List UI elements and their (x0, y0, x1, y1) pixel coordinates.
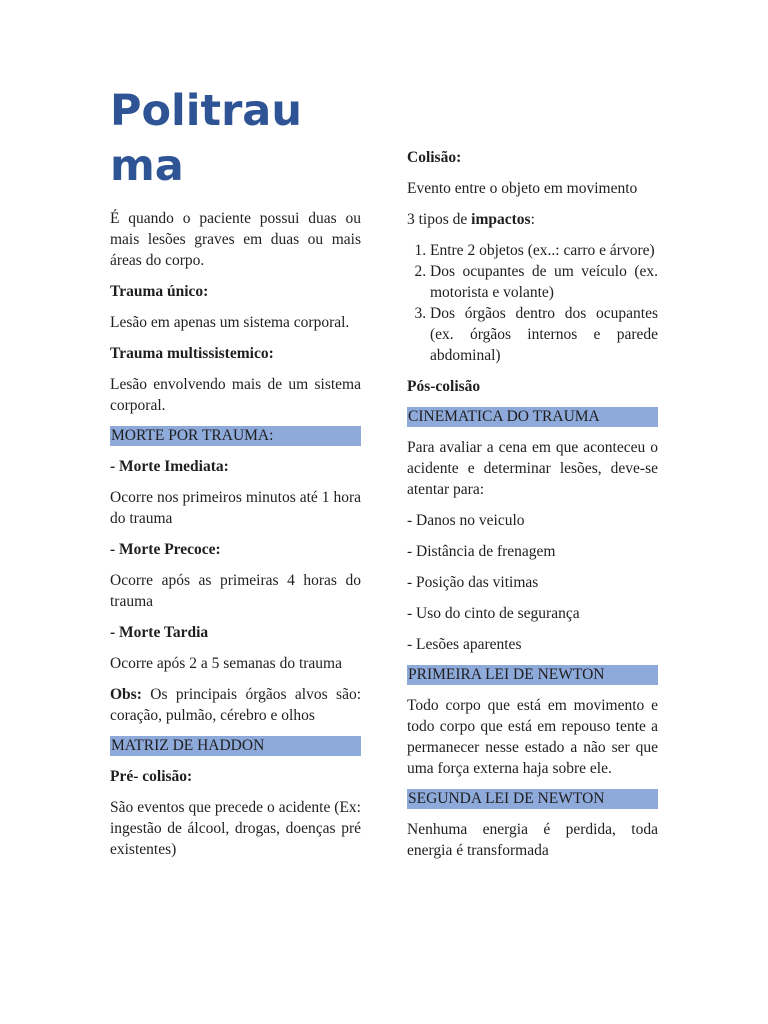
trauma-unico-heading: Trauma único: (110, 283, 209, 300)
morte-precoce-text: Ocorre após as primeiras 4 horas do trauma (110, 572, 361, 610)
tipos-prefix: 3 tipos de (407, 211, 472, 228)
impactos-list (407, 240, 658, 366)
cinematica-text: Para avaliar a cena em que aconteceu o acidente e determinar lesões, deve-se atentar para: (407, 439, 658, 498)
morte-imediata-heading: - Morte Imediata: (110, 458, 229, 475)
list-item: - Uso do cinto de segurança (407, 605, 580, 622)
colisao-text: Evento entre o objeto em movimento (407, 180, 638, 197)
trauma-multi-text: Lesão envolvendo mais de um sistema corporal. (110, 376, 361, 414)
morte-tardia-text: Ocorre após 2 a 5 semanas do trauma (110, 655, 342, 672)
morte-precoce-heading: - Morte Precoce: (110, 541, 221, 558)
morte-tardia-heading: - Morte Tardia (110, 624, 209, 641)
obs-label: Obs: (110, 686, 142, 703)
matriz-haddon-band: MATRIZ DE HADDON (110, 736, 361, 756)
pre-colisao-text: São eventos que precede o acidente (Ex: ingestão de álcool, drogas, doenças pré existentes) (110, 799, 361, 858)
pos-colisao-heading: Pós-colisão (407, 378, 481, 395)
morte-imediata-text: Ocorre nos primeiros minutos até 1 hora do trauma (110, 489, 361, 527)
morte-por-trauma-band: MORTE POR TRAUMA: (110, 426, 361, 446)
tipos-bold: impactos (471, 211, 531, 228)
page-title: Politrauma (110, 86, 302, 191)
obs-text: Os principais órgãos alvos são: coração, pulmão, cérebro e olhos (110, 686, 361, 724)
left-column (110, 84, 361, 870)
primeira-lei-band: PRIMEIRA LEI DE NEWTON (407, 665, 658, 685)
trauma-unico-text: Lesão em apenas um sistema corporal. (110, 314, 350, 331)
list-item: - Lesões aparentes (407, 636, 522, 653)
segunda-lei-band: SEGUNDA LEI DE NEWTON (407, 789, 658, 809)
list-item: 2. Dos ocupantes de um veículo (ex. motorista e volante) (430, 261, 658, 303)
segunda-lei-text: Nenhuma energia é perdida, toda energia é transformada (407, 821, 658, 859)
colisao-heading: Colisão: (407, 149, 462, 166)
primeira-lei-text: Todo corpo que está em movimento e todo corpo que está em repouso tente a permanecer nesse estado a não ser que uma força externa haja sobre ele. (407, 697, 658, 777)
list-item: - Distância de frenagem (407, 543, 556, 560)
trauma-multi-heading: Trauma multissistemico: (110, 345, 274, 362)
list-item: 3. Dos órgãos dentro dos ocupantes (ex. órgãos internos e parede abdominal) (430, 303, 658, 366)
cinematica-band: CINEMATICA DO TRAUMA (407, 407, 658, 427)
tipos-suffix: : (530, 211, 535, 228)
right-column (407, 147, 658, 871)
obs-paragraph (110, 684, 361, 726)
list-item: - Posição das vitimas (407, 574, 539, 591)
tipos-impactos-line (407, 209, 658, 230)
intro-paragraph: É quando o paciente possui duas ou mais lesões graves em duas ou mais áreas do corpo. (110, 210, 361, 269)
list-item: - Danos no veiculo (407, 512, 525, 529)
list-item: 1. Entre 2 objetos (ex..: carro e árvore) (430, 240, 658, 261)
pre-colisao-heading: Pré- colisão: (110, 768, 193, 785)
